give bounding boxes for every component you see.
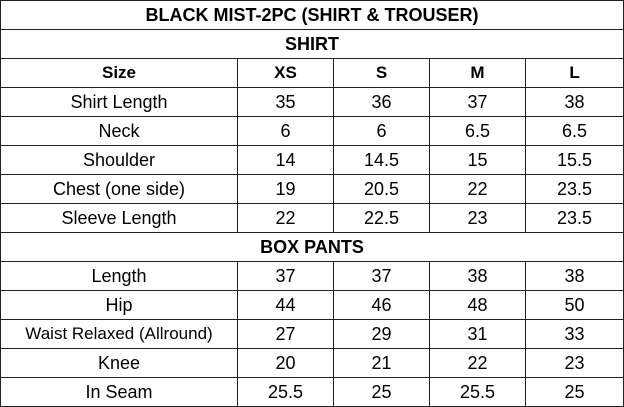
row-label-shirt-length: Shirt Length xyxy=(1,88,238,117)
table-row xyxy=(1,349,624,378)
size-header-row xyxy=(1,59,624,88)
table-cell: 6.5 xyxy=(430,117,526,146)
table-cell: 20.5 xyxy=(334,175,430,204)
table-cell: 48 xyxy=(430,291,526,320)
section-row-shirt xyxy=(1,30,624,59)
row-label-waist-relaxed: Waist Relaxed (Allround) xyxy=(1,320,238,349)
table-cell: 25.5 xyxy=(238,378,334,407)
table-cell: 14.5 xyxy=(334,146,430,175)
table-cell: 19 xyxy=(238,175,334,204)
size-header-s: S xyxy=(334,59,430,88)
size-header-m: M xyxy=(430,59,526,88)
table-cell: 37 xyxy=(238,262,334,291)
table-cell: 6.5 xyxy=(526,117,624,146)
title-row xyxy=(1,1,624,30)
section-title-box-pants: BOX PANTS xyxy=(1,233,624,262)
table-cell: 25 xyxy=(334,378,430,407)
table-cell: 20 xyxy=(238,349,334,378)
table-row xyxy=(1,204,624,233)
table-row xyxy=(1,88,624,117)
table-cell: 22 xyxy=(430,349,526,378)
table-cell: 25 xyxy=(526,378,624,407)
table-cell: 36 xyxy=(334,88,430,117)
size-column-header: Size xyxy=(1,59,238,88)
table-cell: 15.5 xyxy=(526,146,624,175)
table-cell: 27 xyxy=(238,320,334,349)
table-row xyxy=(1,378,624,407)
table-cell: 23.5 xyxy=(526,175,624,204)
table-cell: 50 xyxy=(526,291,624,320)
table-cell: 25.5 xyxy=(430,378,526,407)
table-cell: 38 xyxy=(430,262,526,291)
table-cell: 22.5 xyxy=(334,204,430,233)
table-row xyxy=(1,320,624,349)
table-row xyxy=(1,146,624,175)
table-cell: 37 xyxy=(334,262,430,291)
table-cell: 37 xyxy=(430,88,526,117)
table-cell: 38 xyxy=(526,88,624,117)
section-title-shirt: SHIRT xyxy=(1,30,624,59)
table-cell: 31 xyxy=(430,320,526,349)
chart-title: BLACK MIST-2PC (SHIRT & TROUSER) xyxy=(1,1,624,30)
row-label-shoulder: Shoulder xyxy=(1,146,238,175)
table-cell: 29 xyxy=(334,320,430,349)
size-header-xs: XS xyxy=(238,59,334,88)
table-row xyxy=(1,175,624,204)
table-cell: 35 xyxy=(238,88,334,117)
table-cell: 33 xyxy=(526,320,624,349)
table-cell: 21 xyxy=(334,349,430,378)
row-label-knee: Knee xyxy=(1,349,238,378)
table-cell: 44 xyxy=(238,291,334,320)
table-cell: 22 xyxy=(238,204,334,233)
table-cell: 15 xyxy=(430,146,526,175)
table-cell: 22 xyxy=(430,175,526,204)
table-cell: 14 xyxy=(238,146,334,175)
section-row-box-pants xyxy=(1,233,624,262)
table-cell: 38 xyxy=(526,262,624,291)
table-row xyxy=(1,291,624,320)
row-label-sleeve-length: Sleeve Length xyxy=(1,204,238,233)
table-cell: 23.5 xyxy=(526,204,624,233)
row-label-length: Length xyxy=(1,262,238,291)
size-header-l: L xyxy=(526,59,624,88)
table-cell: 23 xyxy=(526,349,624,378)
table-row xyxy=(1,262,624,291)
row-label-hip: Hip xyxy=(1,291,238,320)
row-label-in-seam: In Seam xyxy=(1,378,238,407)
table-cell: 6 xyxy=(238,117,334,146)
table-cell: 6 xyxy=(334,117,430,146)
table-cell: 23 xyxy=(430,204,526,233)
table-cell: 46 xyxy=(334,291,430,320)
row-label-chest: Chest (one side) xyxy=(1,175,238,204)
row-label-neck: Neck xyxy=(1,117,238,146)
table-row xyxy=(1,117,624,146)
